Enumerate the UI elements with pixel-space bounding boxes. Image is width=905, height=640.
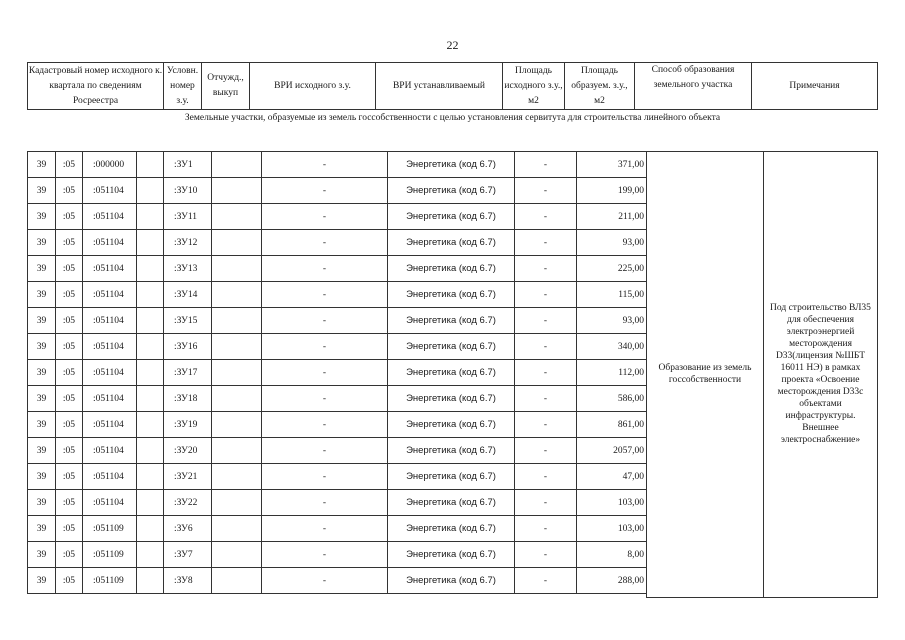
cell-area-formed: 103,00 <box>577 490 647 516</box>
cell-kadastr-1: 39 <box>28 152 56 178</box>
cell-vri-set: Энергетика (код 6.7) <box>388 542 515 568</box>
cell-area-source: - <box>515 308 577 334</box>
cell-kadastr-2: :05 <box>56 230 83 256</box>
cell-kadastr-4 <box>137 412 164 438</box>
cell-vri-set: Энергетика (код 6.7) <box>388 360 515 386</box>
cell-area-formed: 103,00 <box>577 516 647 542</box>
cell-kadastr-1: 39 <box>28 542 56 568</box>
cell-cond-number: :ЗУ13 <box>164 256 212 282</box>
cell-kadastr-2: :05 <box>56 386 83 412</box>
cell-kadastr-1: 39 <box>28 360 56 386</box>
cell-alienation <box>212 360 262 386</box>
cell-kadastr-2: :05 <box>56 568 83 594</box>
cell-kadastr-4 <box>137 360 164 386</box>
cell-area-source: - <box>515 438 577 464</box>
cell-kadastr-1: 39 <box>28 230 56 256</box>
cell-area-formed: 115,00 <box>577 282 647 308</box>
cell-kadastr-3: :051104 <box>83 360 137 386</box>
cell-kadastr-3: :051104 <box>83 438 137 464</box>
cell-kadastr-4 <box>137 178 164 204</box>
cell-kadastr-1: 39 <box>28 490 56 516</box>
cell-kadastr-1: 39 <box>28 334 56 360</box>
cell-area-formed: 371,00 <box>577 152 647 178</box>
cell-kadastr-3: :051104 <box>83 256 137 282</box>
cell-kadastr-2: :05 <box>56 412 83 438</box>
page-number: 22 <box>446 38 459 52</box>
header-method: Способ образования земельного участка <box>635 63 752 110</box>
cell-vri-set: Энергетика (код 6.7) <box>388 204 515 230</box>
cell-area-formed: 199,00 <box>577 178 647 204</box>
cell-kadastr-3: :051109 <box>83 568 137 594</box>
cell-area-source: - <box>515 568 577 594</box>
header-vri-set: ВРИ устанавливаемый <box>376 63 503 110</box>
cell-kadastr-4 <box>137 516 164 542</box>
cell-alienation <box>212 490 262 516</box>
cell-area-source: - <box>515 178 577 204</box>
cell-alienation <box>212 516 262 542</box>
cell-kadastr-2: :05 <box>56 204 83 230</box>
cell-kadastr-3: :051104 <box>83 204 137 230</box>
cell-vri-source: - <box>262 204 388 230</box>
cell-kadastr-4 <box>137 568 164 594</box>
cell-vri-source: - <box>262 568 388 594</box>
cell-area-source: - <box>515 282 577 308</box>
cell-area-formed: 340,00 <box>577 334 647 360</box>
cell-kadastr-2: :05 <box>56 464 83 490</box>
cell-vri-source: - <box>262 438 388 464</box>
cell-kadastr-1: 39 <box>28 464 56 490</box>
cell-vri-set: Энергетика (код 6.7) <box>388 256 515 282</box>
cell-area-source: - <box>515 542 577 568</box>
header-area-formed: Площадь образуем. з.у., м2 <box>565 63 635 110</box>
cell-cond-number: :ЗУ21 <box>164 464 212 490</box>
cell-area-formed: 586,00 <box>577 386 647 412</box>
cell-vri-source: - <box>262 412 388 438</box>
cell-kadastr-1: 39 <box>28 568 56 594</box>
cell-area-formed: 93,00 <box>577 230 647 256</box>
cell-cond-number: :ЗУ14 <box>164 282 212 308</box>
cell-cond-number: :ЗУ22 <box>164 490 212 516</box>
cell-area-formed: 112,00 <box>577 360 647 386</box>
cell-area-source: - <box>515 334 577 360</box>
cell-kadastr-2: :05 <box>56 438 83 464</box>
cell-kadastr-1: 39 <box>28 516 56 542</box>
header-cadastral: Кадастровый номер исходного к. квартала по сведениям Росреестра <box>28 63 164 110</box>
cell-kadastr-3: :051104 <box>83 334 137 360</box>
cell-alienation <box>212 568 262 594</box>
cell-cond-number: :ЗУ10 <box>164 178 212 204</box>
parcels-table <box>27 151 878 598</box>
cell-area-formed: 861,00 <box>577 412 647 438</box>
cell-vri-source: - <box>262 152 388 178</box>
cell-kadastr-1: 39 <box>28 256 56 282</box>
cell-vri-source: - <box>262 178 388 204</box>
cell-area-source: - <box>515 412 577 438</box>
cell-kadastr-2: :05 <box>56 256 83 282</box>
cell-kadastr-4 <box>137 308 164 334</box>
section-note: Земельные участки, образуемые из земель госсобственности с целью установления сервитута для строительства линейного объекта <box>184 113 721 123</box>
cell-kadastr-4 <box>137 542 164 568</box>
cell-kadastr-4 <box>137 282 164 308</box>
cell-area-source: - <box>515 490 577 516</box>
cell-vri-source: - <box>262 490 388 516</box>
cell-cond-number: :ЗУ15 <box>164 308 212 334</box>
cell-kadastr-2: :05 <box>56 542 83 568</box>
cell-vri-source: - <box>262 464 388 490</box>
cell-vri-source: - <box>262 282 388 308</box>
cell-cond-number: :ЗУ16 <box>164 334 212 360</box>
cell-kadastr-1: 39 <box>28 386 56 412</box>
cell-kadastr-3: :051104 <box>83 230 137 256</box>
cell-area-source: - <box>515 230 577 256</box>
cell-alienation <box>212 386 262 412</box>
cell-alienation <box>212 256 262 282</box>
cell-kadastr-2: :05 <box>56 334 83 360</box>
header-vri-source: ВРИ исходного з.у. <box>250 63 376 110</box>
cell-alienation <box>212 464 262 490</box>
cell-kadastr-3: :051109 <box>83 542 137 568</box>
cell-kadastr-1: 39 <box>28 178 56 204</box>
cell-vri-set: Энергетика (код 6.7) <box>388 282 515 308</box>
cell-kadastr-3: :051104 <box>83 308 137 334</box>
cell-area-source: - <box>515 360 577 386</box>
cell-area-source: - <box>515 204 577 230</box>
cell-cond-number: :ЗУ17 <box>164 360 212 386</box>
cell-kadastr-4 <box>137 256 164 282</box>
cell-kadastr-3: :051104 <box>83 386 137 412</box>
cell-vri-set: Энергетика (код 6.7) <box>388 152 515 178</box>
cell-area-source: - <box>515 386 577 412</box>
cell-cond-number: :ЗУ1 <box>164 152 212 178</box>
cell-vri-source: - <box>262 360 388 386</box>
cell-alienation <box>212 334 262 360</box>
table-row <box>28 152 878 178</box>
cell-cond-number: :ЗУ8 <box>164 568 212 594</box>
cell-kadastr-3: :051104 <box>83 178 137 204</box>
cell-alienation <box>212 308 262 334</box>
cell-kadastr-1: 39 <box>28 204 56 230</box>
cell-cond-number: :ЗУ6 <box>164 516 212 542</box>
cell-kadastr-3: :051109 <box>83 516 137 542</box>
cell-kadastr-2: :05 <box>56 516 83 542</box>
cell-kadastr-2: :05 <box>56 152 83 178</box>
cell-kadastr-3: :000000 <box>83 152 137 178</box>
cell-kadastr-3: :051104 <box>83 464 137 490</box>
cell-area-formed: 2057,00 <box>577 438 647 464</box>
cell-cond-number: :ЗУ20 <box>164 438 212 464</box>
header-cond-number: Условн. номер з.у. <box>164 63 202 110</box>
cell-kadastr-4 <box>137 230 164 256</box>
cell-vri-set: Энергетика (код 6.7) <box>388 516 515 542</box>
cell-kadastr-1: 39 <box>28 282 56 308</box>
cell-vri-set: Энергетика (код 6.7) <box>388 412 515 438</box>
header-area-source: Площадь исходного з.у., м2 <box>503 63 565 110</box>
cell-kadastr-2: :05 <box>56 360 83 386</box>
cell-kadastr-3: :051104 <box>83 412 137 438</box>
cell-area-formed: 8,00 <box>577 542 647 568</box>
cell-kadastr-4 <box>137 334 164 360</box>
cell-alienation <box>212 542 262 568</box>
cell-vri-source: - <box>262 542 388 568</box>
cell-cond-number: :ЗУ18 <box>164 386 212 412</box>
cell-vri-set: Энергетика (код 6.7) <box>388 464 515 490</box>
cell-vri-source: - <box>262 386 388 412</box>
cell-vri-source: - <box>262 256 388 282</box>
cell-kadastr-2: :05 <box>56 178 83 204</box>
table-header <box>27 62 878 110</box>
cell-vri-set: Энергетика (код 6.7) <box>388 568 515 594</box>
continuation-cell <box>28 594 647 598</box>
cell-alienation <box>212 412 262 438</box>
cell-kadastr-1: 39 <box>28 308 56 334</box>
cell-vri-set: Энергетика (код 6.7) <box>388 230 515 256</box>
cell-area-source: - <box>515 516 577 542</box>
cell-kadastr-1: 39 <box>28 438 56 464</box>
header-alienation: Отчужд., выкуп <box>202 63 250 110</box>
cell-vri-set: Энергетика (код 6.7) <box>388 438 515 464</box>
cell-kadastr-1: 39 <box>28 412 56 438</box>
cell-cond-number: :ЗУ7 <box>164 542 212 568</box>
cell-vri-source: - <box>262 230 388 256</box>
cell-kadastr-2: :05 <box>56 308 83 334</box>
cell-vri-set: Энергетика (код 6.7) <box>388 334 515 360</box>
cell-area-formed: 225,00 <box>577 256 647 282</box>
cell-alienation <box>212 178 262 204</box>
cell-vri-set: Энергетика (код 6.7) <box>388 490 515 516</box>
merged-method-cell: Образование из земель госсобственности <box>647 152 764 598</box>
cell-alienation <box>212 230 262 256</box>
cell-vri-source: - <box>262 308 388 334</box>
cell-vri-source: - <box>262 334 388 360</box>
cell-cond-number: :ЗУ12 <box>164 230 212 256</box>
cell-cond-number: :ЗУ11 <box>164 204 212 230</box>
cell-area-formed: 47,00 <box>577 464 647 490</box>
cell-kadastr-4 <box>137 438 164 464</box>
cell-area-source: - <box>515 152 577 178</box>
cell-alienation <box>212 438 262 464</box>
cell-kadastr-2: :05 <box>56 282 83 308</box>
cell-vri-set: Энергетика (код 6.7) <box>388 386 515 412</box>
cell-area-formed: 211,00 <box>577 204 647 230</box>
cell-kadastr-4 <box>137 490 164 516</box>
merged-notes-cell: Под строительство ВЛ35 для обеспечения электроэнергией месторождения D33(лицензия №ШБТ 16011 НЭ) в рамках проекта «Освоение месторождения D33с объектами инфраструктуры. Внешнее электроснабжение» <box>764 152 878 598</box>
cell-kadastr-4 <box>137 152 164 178</box>
cell-area-formed: 93,00 <box>577 308 647 334</box>
cell-kadastr-3: :051104 <box>83 490 137 516</box>
cell-vri-set: Энергетика (код 6.7) <box>388 308 515 334</box>
cell-kadastr-4 <box>137 204 164 230</box>
cell-alienation <box>212 204 262 230</box>
cell-kadastr-4 <box>137 464 164 490</box>
cell-kadastr-2: :05 <box>56 490 83 516</box>
cell-kadastr-4 <box>137 386 164 412</box>
cell-alienation <box>212 152 262 178</box>
header-notes: Примечания <box>752 63 878 110</box>
cell-vri-set: Энергетика (код 6.7) <box>388 178 515 204</box>
cell-kadastr-3: :051104 <box>83 282 137 308</box>
cell-area-source: - <box>515 464 577 490</box>
cell-area-source: - <box>515 256 577 282</box>
cell-cond-number: :ЗУ19 <box>164 412 212 438</box>
cell-vri-source: - <box>262 516 388 542</box>
cell-area-formed: 288,00 <box>577 568 647 594</box>
cell-alienation <box>212 282 262 308</box>
